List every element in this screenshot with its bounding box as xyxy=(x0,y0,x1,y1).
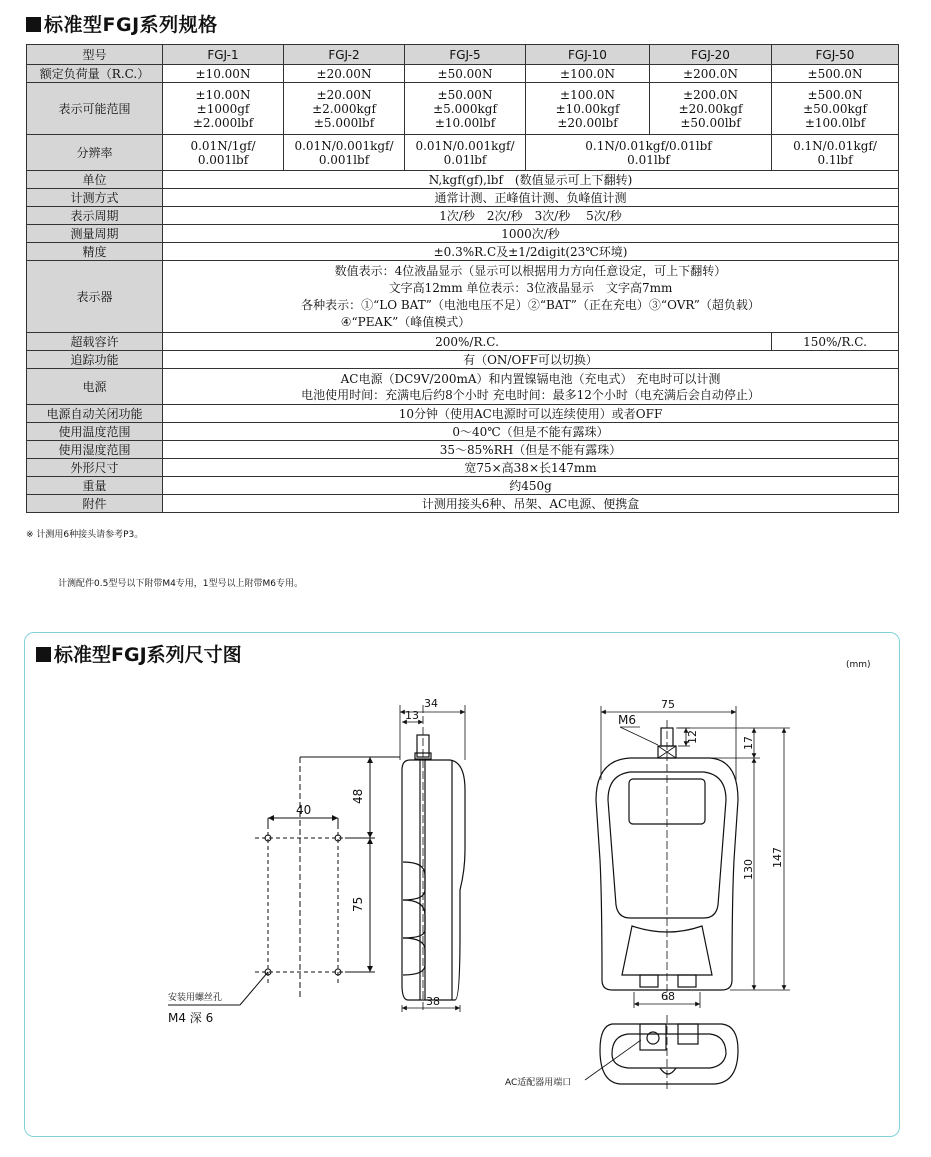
table-cell: ±50.00N ±5.000kgf ±10.00lbf xyxy=(405,83,526,135)
row-label: 重量 xyxy=(27,477,163,495)
table-cell: 35～85%RH（但是不能有露珠） xyxy=(163,441,899,459)
table-cell: 0.1N/0.01kgf/ 0.1lbf xyxy=(772,135,899,171)
row-label: 电源自动关闭功能 xyxy=(27,405,163,423)
table-cell: ±20.00N xyxy=(284,65,405,83)
row-label: 使用温度范围 xyxy=(27,423,163,441)
table-cell: N,kgf(gf),lbf (数值显示可上下翻转) xyxy=(163,171,899,189)
drawing-unit: (mm) xyxy=(846,660,871,670)
table-cell: 10分钟（使用AC电源时可以连续使用）或者OFF xyxy=(163,405,899,423)
table-cell: 计测用接头6种、吊架、AC电源、便携盒 xyxy=(163,495,899,513)
header-label: 型号 xyxy=(27,45,163,65)
table-cell: ±10.00N ±1000gf ±2.000lbf xyxy=(163,83,284,135)
dim-front-17: 17 xyxy=(742,736,755,750)
drawing-title: 标准型FGJ系列尺寸图 xyxy=(36,640,242,667)
table-cell: 1000次/秒 xyxy=(163,225,899,243)
table-cell: ±500.0N xyxy=(772,65,899,83)
model-cell: FGJ-10 xyxy=(526,45,650,65)
bottom-view xyxy=(585,1015,738,1092)
row-label: 测量周期 xyxy=(27,225,163,243)
dim-side-bottom: 38 xyxy=(426,995,440,1008)
table-cell: 宽75×高38×长147mm xyxy=(163,459,899,477)
table-cell: 通常计测、正峰值计测、负峰值计测 xyxy=(163,189,899,207)
row-label: 表示器 xyxy=(27,261,163,333)
table-cell: 约450g xyxy=(163,477,899,495)
table-cell: ±10.00N xyxy=(163,65,284,83)
front-view xyxy=(596,706,790,1008)
table-cell: ±100.0N xyxy=(526,65,650,83)
dim-front-147: 147 xyxy=(771,847,784,868)
table-cell: ±200.0N ±20.00kgf ±50.00lbf xyxy=(650,83,772,135)
mounting-hole-pattern xyxy=(168,757,400,1005)
side-view xyxy=(400,705,465,1012)
table-cell: 0.01N/0.001kgf/ 0.001lbf xyxy=(284,135,405,171)
model-cell: FGJ-20 xyxy=(650,45,772,65)
row-label: 电源 xyxy=(27,369,163,405)
spec-title: 标准型FGJ系列规格 xyxy=(26,10,218,37)
model-cell: FGJ-5 xyxy=(405,45,526,65)
row-label: 使用湿度范围 xyxy=(27,441,163,459)
dim-side-mid: 75 xyxy=(351,896,365,912)
table-cell: ±200.0N xyxy=(650,65,772,83)
model-cell: FGJ-1 xyxy=(163,45,284,65)
table-cell: 0.01N/1gf/ 0.001lbf xyxy=(163,135,284,171)
table-cell: ±50.00N xyxy=(405,65,526,83)
row-label: 附件 xyxy=(27,495,163,513)
ac-port-label: AC适配器用端口 xyxy=(505,1078,572,1088)
dim-side-height: 48 xyxy=(351,788,365,804)
model-cell: FGJ-2 xyxy=(284,45,405,65)
row-label: 外形尺寸 xyxy=(27,459,163,477)
accessory-note: 计测配件0.5型号以下附带M4专用，1型号以上附带M6专用。 xyxy=(58,579,304,589)
row-label: 表示周期 xyxy=(27,207,163,225)
dim-front-12: 12 xyxy=(686,730,699,744)
hole-spec: M4 深 6 xyxy=(168,1011,214,1025)
table-cell: ±100.0N ±10.00kgf ±20.00lbf xyxy=(526,83,650,135)
dim-front-thread: M6 xyxy=(618,713,636,727)
row-label: 额定负荷量（R.C.） xyxy=(27,65,163,83)
row-label: 分辨率 xyxy=(27,135,163,171)
table-cell: 200%/R.C. xyxy=(163,333,772,351)
table-cell: ±20.00N ±2.000kgf ±5.000lbf xyxy=(284,83,405,135)
row-label: 计测方式 xyxy=(27,189,163,207)
table-cell: 1次/秒 2次/秒 3次/秒 5次/秒 xyxy=(163,207,899,225)
table-cell: 150%/R.C. xyxy=(772,333,899,351)
table-cell: 数值表示：4位液晶显示（显示可以根据用力方向任意设定，可上下翻转） 文字高12mm 单位表示：3位液晶显示 文字高7mm 各种表示：①“LO BAT”（电池电压不足）②“BAT”（正在充电）③“OVR”（超负载） ④“PEAK”（峰值模式） xyxy=(163,261,899,333)
row-label: 追踪功能 xyxy=(27,351,163,369)
dim-front-width: 75 xyxy=(661,698,675,711)
row-label: 单位 xyxy=(27,171,163,189)
table-cell: ±0.3%R.C及±1/2digit(23℃环境) xyxy=(163,243,899,261)
dim-front-bottom: 68 xyxy=(661,990,675,1003)
model-cell: FGJ-50 xyxy=(772,45,899,65)
footnote: ※ 计测用6种接头请参考P3。 xyxy=(26,530,144,540)
dim-side-tip: 13 xyxy=(405,709,419,722)
table-cell: ±500.0N ±50.00kgf ±100.0lbf xyxy=(772,83,899,135)
row-label: 超载容许 xyxy=(27,333,163,351)
table-cell: 有（ON/OFF可以切换） xyxy=(163,351,899,369)
dim-hole-spacing: 40 xyxy=(296,803,312,817)
table-cell: 0.01N/0.001kgf/ 0.01lbf xyxy=(405,135,526,171)
dim-front-130: 130 xyxy=(742,859,755,880)
hole-label: 安装用螺丝孔 xyxy=(168,993,223,1003)
table-cell: AC电源（DC9V/200mA）和内置镍镉电池（充电式） 充电时可以计测 电池使用时间：充满电后约8个小时 充电时间：最多12个小时（电充满后会自动停止） xyxy=(163,369,899,405)
dim-side-width: 34 xyxy=(424,697,438,710)
table-cell: 0.1N/0.01kgf/0.01lbf 0.01lbf xyxy=(526,135,772,171)
row-label: 精度 xyxy=(27,243,163,261)
table-cell: 0～40℃（但是不能有露珠） xyxy=(163,423,899,441)
row-label: 表示可能范围 xyxy=(27,83,163,135)
